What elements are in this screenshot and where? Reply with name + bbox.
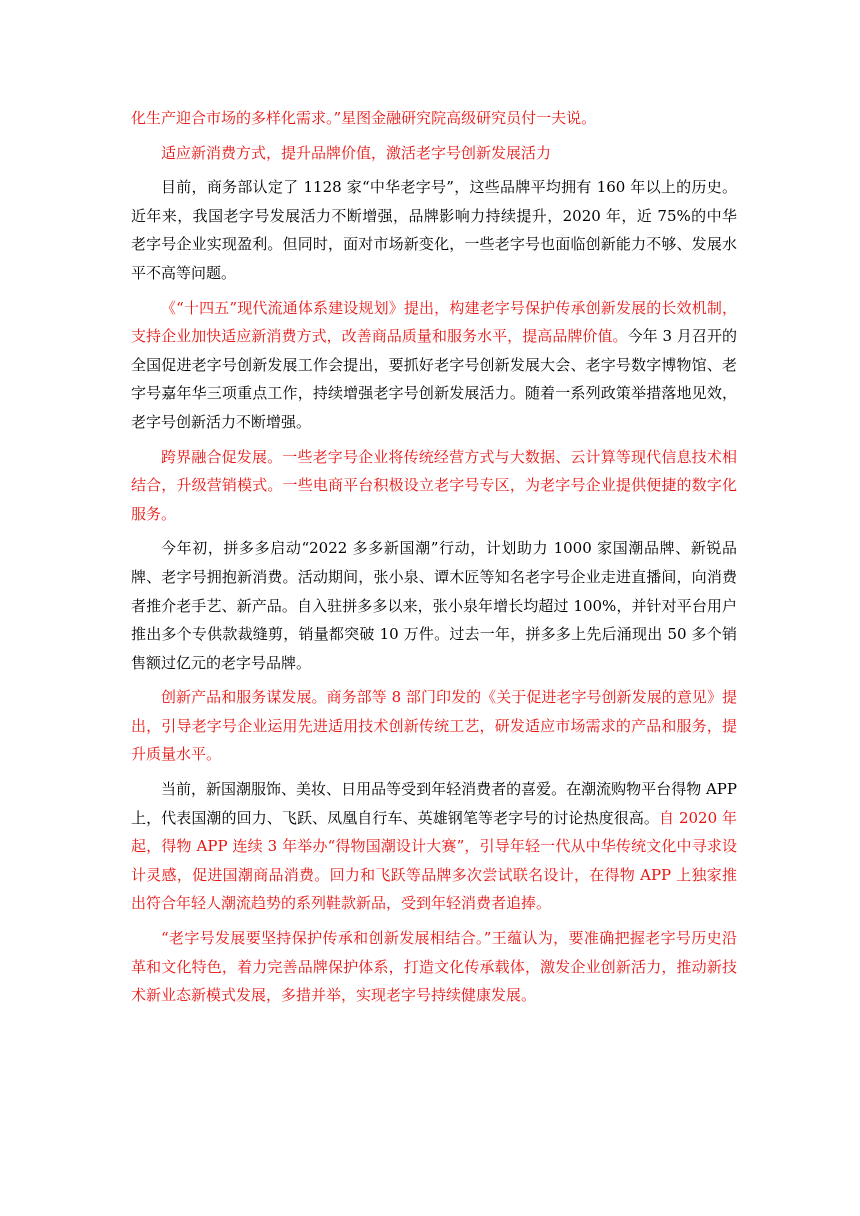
article-body bbox=[131, 104, 737, 1016]
paragraph-1 bbox=[131, 104, 737, 133]
paragraph-3 bbox=[131, 173, 737, 287]
paragraph-6-text: 今年初，拼多多启动“2022 多多新国潮”行动，计划助力 1000 家国潮品牌、新锐品牌、老字号拥抱新消费。活动期间，张小泉、谭木匠等知名老字号企业走进直播间，向消费者推介老手艺、新产品。自入驻拼多多以来，张小泉年增长均超过 100%，并针对平台用户推出多个专供款裁缝剪，销量都突破 10 万件。过去一年，拼多多上先后涌现出 50 多个销售额过亿元的老字号品牌。 bbox=[131, 539, 737, 672]
paragraph-8-text: 当前，新国潮服饰、美妆、日用品等受到年轻消费者的喜爱。在潮流购物平台得物 APP 上，代表国潮的回力、飞跃、凤凰自行车、英雄钢笔等老字号的讨论热度很高。 bbox=[131, 780, 737, 827]
paragraph-7 bbox=[131, 683, 737, 769]
paragraph-5 bbox=[131, 443, 737, 529]
section-heading bbox=[131, 139, 737, 168]
section-heading-text: 适应新消费方式，提升品牌价值，激活老字号创新发展活力 bbox=[161, 143, 552, 162]
paragraph-9-quote: “老字号发展要坚持保护传承和创新发展相结合。” bbox=[161, 929, 492, 948]
paragraph-8-text-red: 自 2020 年起，得物 APP 连续 3 年举办“得物国潮设计大赛”，引导年轻一代从中华传统文化中寻求设计灵感，促进国潮商品消费。回力和飞跃等品牌多次尝试联名设计，在得物 APP 上独家推出符合年轻人潮流趋势的系列鞋款新品，受到年轻消费者追捧。 bbox=[131, 808, 737, 913]
paragraph-1-text: 化生产迎合市场的多样化需求。”星图金融研究院高级研究员付一夫说。 bbox=[131, 109, 597, 127]
paragraph-7-text: 创新产品和服务谋发展。商务部等 8 部门印发的《关于促进老字号创新发展的意见》提出，引导老字号企业运用先进适用技术创新传统工艺，研发适应市场需求的产品和服务，提升质量水平。 bbox=[131, 688, 737, 764]
paragraph-3-text: 目前，商务部认定了 1128 家“中华老字号”，这些品牌平均拥有 160 年以上的历史。近年来，我国老字号发展活力不断增强，品牌影响力持续提升，2020 年，近 75%的中华老字号企业实现盈利。但同时，面对市场新变化，一些老字号也面临创新能力不够、发展水平不高等问题。 bbox=[131, 178, 737, 282]
paragraph-9-text: 王蕴认为，要准确把握老字号历史沿革和文化特色，着力完善品牌保护体系，打造文化传承载体，激发企业创新活力，推动新技术新业态新模式发展，多措并举，实现老字号持续健康发展。 bbox=[131, 929, 737, 1005]
paragraph-4 bbox=[131, 294, 737, 437]
paragraph-9 bbox=[131, 924, 737, 1010]
paragraph-4-text-red: 《“十四五”现代流通体系建设规划》提出，构建老字号保护传承创新发展的长效机制，支持企业加快适应新消费方式，改善商品质量和服务水平，提高品牌价值。 bbox=[131, 298, 737, 346]
paragraph-5-text: 跨界融合促发展。一些老字号企业将传统经营方式与大数据、云计算等现代信息技术相结合，升级营销模式。一些电商平台积极设立老字号专区，为老字号企业提供便捷的数字化服务。 bbox=[131, 447, 737, 523]
paragraph-4-text: 今年 3 月召开的全国促进老字号创新发展工作会提出，要抓好老字号创新发展大会、老字号数字博物馆、老字号嘉年华三项重点工作，持续增强老字号创新发展活力。随着一系列政策举措落地见效，老字号创新活力不断增强。 bbox=[131, 327, 737, 431]
paragraph-6 bbox=[131, 534, 737, 677]
paragraph-8 bbox=[131, 775, 737, 918]
